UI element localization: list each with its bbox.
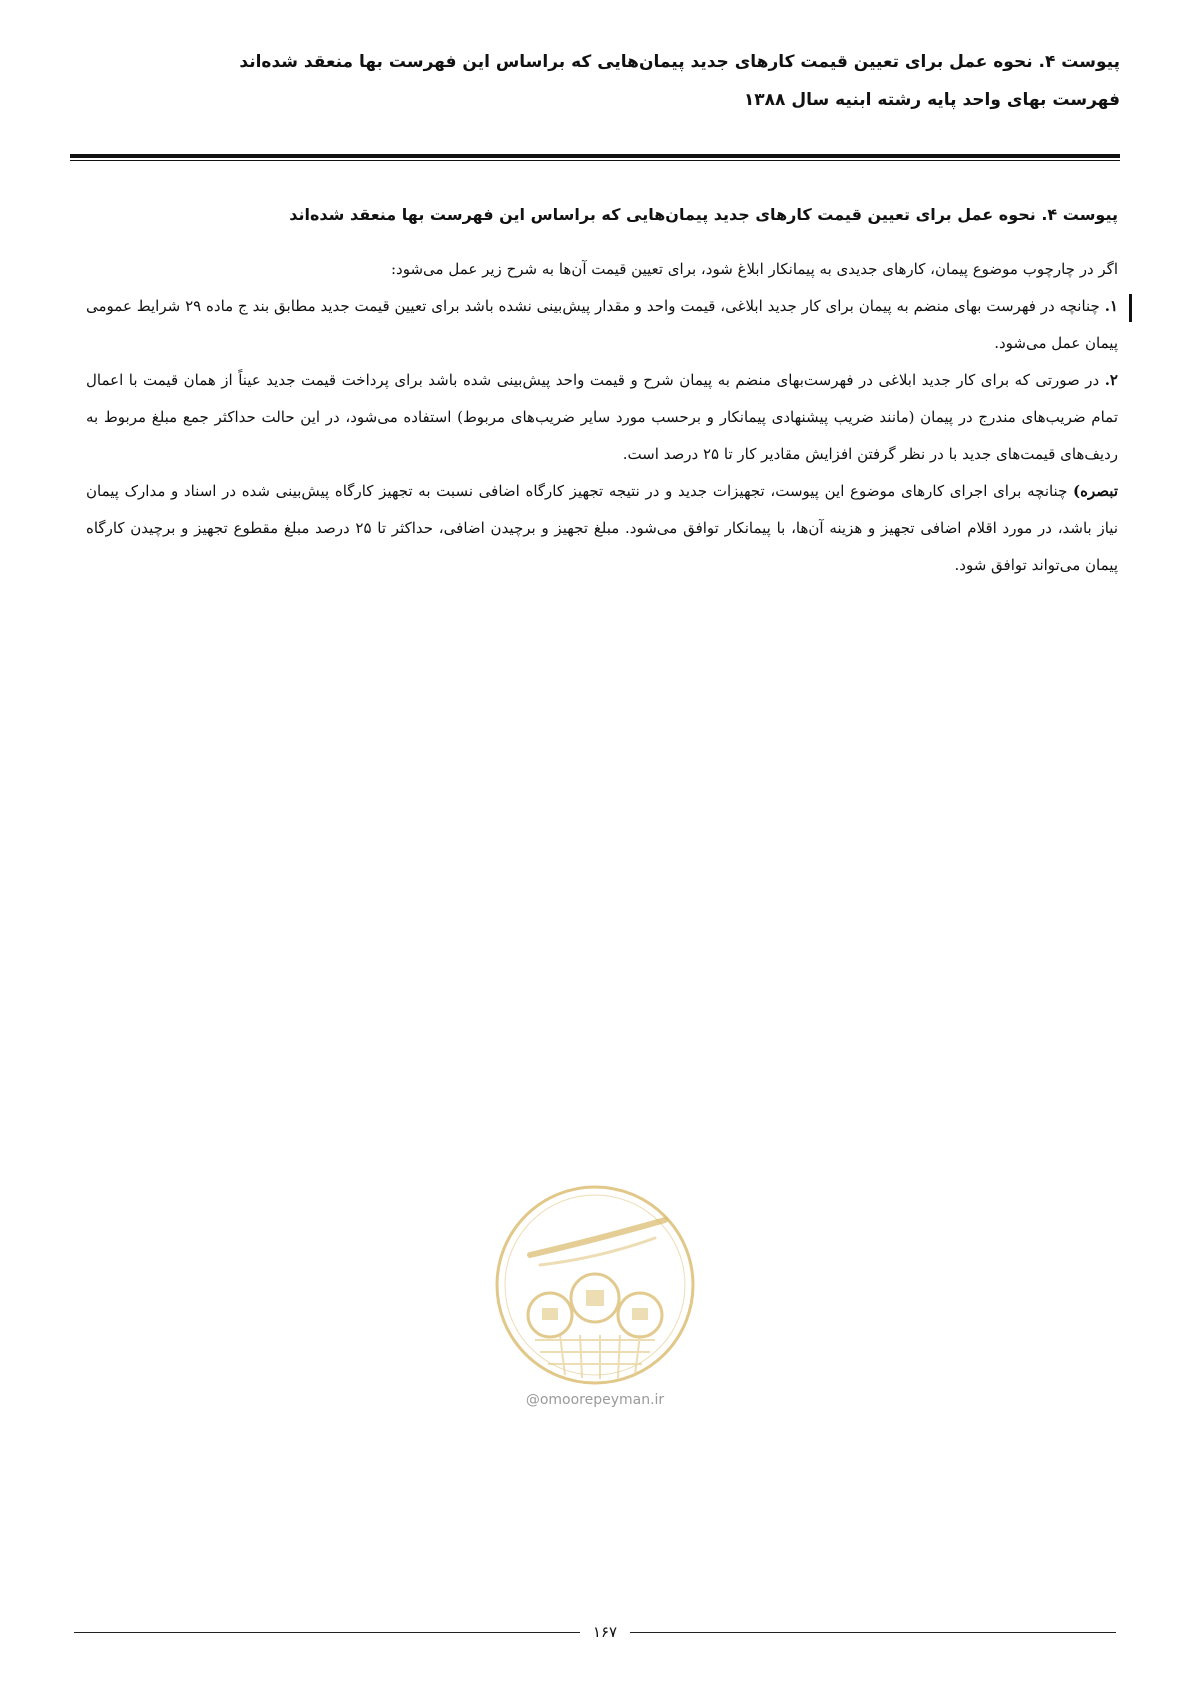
section-heading: پیوست ۴. نحوه عمل برای تعیین قیمت کارهای جدید پیمان‌هایی که براساس این فهرست بها منعقد شده‌اند (289, 205, 1118, 224)
item-1-text: چنانچه در فهرست بهای منضم به پیمان برای کار جدید ابلاغی، قیمت واحد و مقدار پیش‌بینی نشده باشد برای تعیین قیمت جدید مطابق بند ج ماده ۲۹ شرایط عمومی پیمان عمل می‌شود. (86, 297, 1118, 352)
note-label: تبصره) (1073, 482, 1118, 500)
header-subtitle: فهرست بهای واحد پایه رشته ابنیه سال ۱۳۸۸ (743, 90, 1120, 110)
note-text: چنانچه برای اجرای کارهای موضوع این پیوست، تجهیزات جدید و در نتیجه تجهیز کارگاه اضافی نسبت به تجهیز کارگاه پیش‌بینی شده در اسناد و مدارک پیمان نیاز باشد، در مورد اقلام اضافی تجهیز و هزینه آن‌ها، با پیمانکار توافق می‌شود. مبلغ تجهیز و برچیدن اضافی، حداکثر تا ۲۵ درصد مبلغ مقطوع تجهیز و برچیدن کارگاه پیمان می‌تواند توافق شود. (86, 482, 1118, 574)
running-header (70, 52, 1120, 128)
item-2-text: در صورتی که برای کار جدید ابلاغی در فهرست‌بهای منضم به پیمان شرح و قیمت واحد پیش‌بینی شده باشد برای پرداخت قیمت جدید عیناً از همان قیمت با اعمال تمام ضریب‌های مندرج در پیمان (مانند ضریب پیشنهادی پیمانکار و برحسب مورد سایر ضریب‌های مربوط) استفاده می‌شود، در این حالت حداکثر جمع مبلغ مربوط به ردیف‌های قیمت‌های جدید با در نظر گرفتن افزایش مقادیر کار تا ۲۵ درصد است. (86, 371, 1118, 463)
item-2-paragraph (86, 362, 1118, 473)
item-2-number: ۲. (1104, 371, 1118, 389)
item-1-paragraph (86, 288, 1118, 362)
footer-rule-left (74, 1632, 580, 1633)
header-title: پیوست ۴. نحوه عمل برای تعیین قیمت کارهای جدید پیمان‌هایی که براساس این فهرست بها منعقد شده‌اند (239, 52, 1120, 72)
footer-rule-right (630, 1632, 1116, 1633)
change-bar (1129, 294, 1132, 322)
watermark-logo (490, 1180, 700, 1390)
main-content (86, 205, 1118, 584)
item-1-number: ۱. (1104, 297, 1118, 315)
note-paragraph (86, 473, 1118, 584)
watermark-url: @omoorepeyman.ir (525, 1392, 665, 1408)
page-number: ۱۶۷ (592, 1623, 618, 1641)
intro-paragraph: اگر در چارچوب موضوع پیمان، کارهای جدیدی به پیمانکار ابلاغ شود، برای تعیین قیمت آن‌ها به شرح زیر عمل می‌شود: (391, 260, 1118, 278)
header-double-rule (70, 154, 1120, 161)
